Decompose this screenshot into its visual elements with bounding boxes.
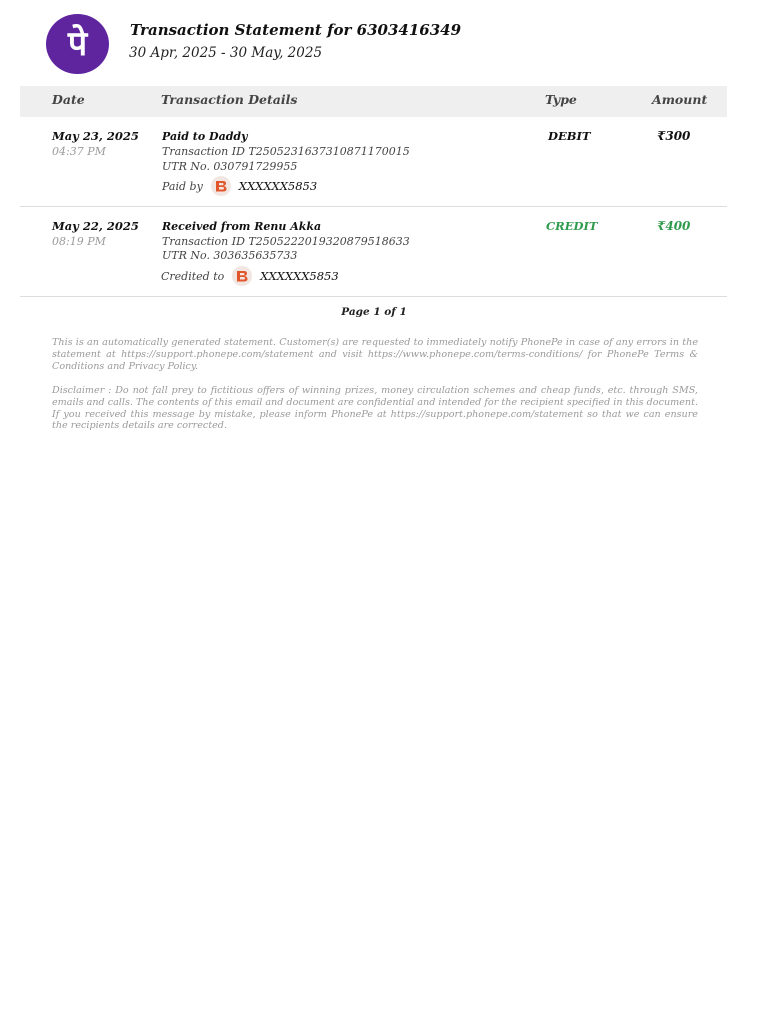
transaction-type: CREDIT	[546, 219, 598, 233]
utr-number: UTR No. 303635635733	[162, 249, 298, 262]
page-number: Page 1 of 1	[341, 306, 407, 318]
disclaimer: Disclaimer : Do not fall prey to fictitious offers of winning prizes, money circulation schemes and cheap funds, etc. through SMS, emails and calls. The contents of this email and document are confidential and intended for the recipient specified in this document. If you received this message by mistake, please inform PhonePe at https://support.phonepe.com/statement so that we can ensure the recipients details are corrected.	[52, 385, 698, 432]
transaction-time: 08:19 PM	[52, 235, 106, 248]
statement-notice: This is an automatically generated statement. Customer(s) are requested to immediately notify PhonePe in case of any errors in the statement at https://support.phonepe.com/statement and visit https://www.phonepe.com/terms-conditions/ for PhonePe Terms & Conditions and Privacy Policy.	[52, 337, 698, 372]
column-header-amount: Amount	[652, 92, 708, 107]
statement-title: Transaction Statement for 6303416349	[130, 21, 462, 39]
transaction-description: Paid to Daddy	[162, 130, 248, 143]
transaction-amount: ₹400	[657, 219, 691, 233]
phonepe-logo: पे	[46, 14, 109, 74]
column-header-type: Type	[545, 92, 577, 107]
transaction-type: DEBIT	[548, 129, 591, 143]
column-header-date: Date	[52, 92, 85, 107]
account-number: XXXXXX5853	[238, 179, 318, 193]
transaction-time: 04:37 PM	[52, 145, 106, 158]
transaction-id: Transaction ID T2505222019320879518633	[162, 235, 410, 248]
transaction-amount: ₹300	[657, 129, 691, 143]
transaction-date: May 22, 2025	[52, 219, 139, 233]
column-header-details: Transaction Details	[161, 92, 298, 107]
bank-of-baroda-icon	[211, 176, 231, 196]
table-header	[20, 86, 727, 117]
bank-of-baroda-icon	[232, 266, 252, 286]
table-row	[20, 117, 727, 207]
account-line	[161, 266, 339, 286]
account-label: Credited to	[161, 269, 225, 283]
statement-period: 30 Apr, 2025 - 30 May, 2025	[129, 45, 323, 61]
utr-number: UTR No. 030791729955	[162, 160, 298, 173]
account-line	[162, 176, 317, 196]
transaction-date: May 23, 2025	[52, 129, 139, 143]
table-row	[20, 207, 727, 297]
transaction-description: Received from Renu Akka	[162, 220, 322, 233]
account-label: Paid by	[162, 179, 203, 193]
account-number: XXXXXX5853	[260, 269, 339, 283]
transaction-id: Transaction ID T2505231637310871170015	[162, 145, 410, 158]
